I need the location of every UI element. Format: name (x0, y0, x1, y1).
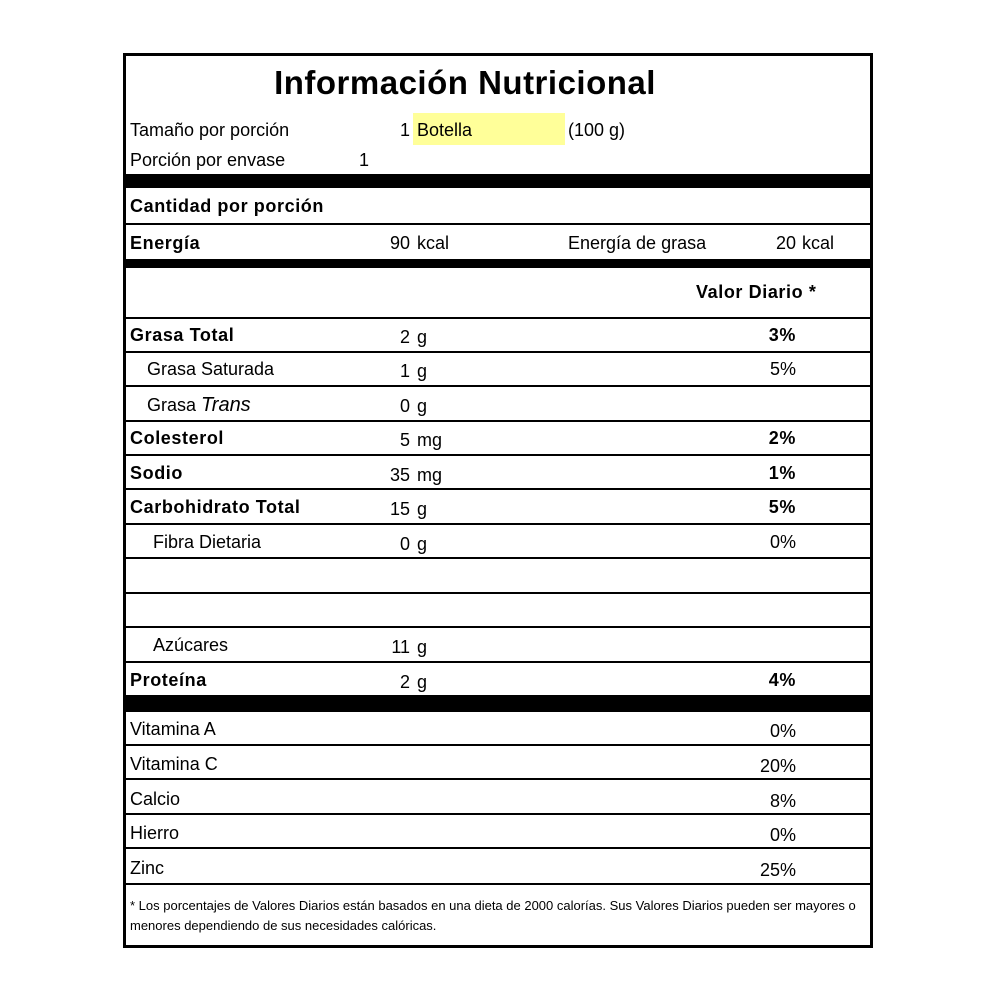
divider (126, 317, 870, 319)
nutrient-value: 0 (399, 396, 410, 416)
nutrient-unit: g (417, 637, 428, 657)
nutrient-label-total-carbohydrate: Carbohidrato Total (130, 497, 301, 517)
energy-from-fat-label: Energía de grasa (568, 233, 707, 253)
nutrient-unit: g (417, 396, 428, 416)
energy-unit: kcal (417, 233, 450, 253)
serving-size-label: Tamaño por porción (130, 120, 290, 140)
label-title: Información Nutricional (274, 64, 656, 101)
divider (126, 557, 870, 559)
nutrient-unit: g (417, 361, 428, 381)
nutrient-unit: mg (417, 430, 443, 450)
vitamin-daily-value: 8% (769, 791, 796, 811)
nutrient-value: 15 (389, 499, 410, 519)
vitamin-daily-value: 0% (769, 825, 796, 845)
nutrient-unit: g (417, 534, 428, 554)
nutrient-label-total-fat: Grasa Total (130, 325, 235, 345)
nutrient-value: 11 (391, 637, 410, 657)
nutrient-label-trans-fat: Grasa Trans (147, 394, 251, 416)
divider (126, 454, 870, 456)
energy-from-fat-unit: kcal (802, 233, 835, 253)
divider (126, 883, 870, 885)
daily-value-header: Valor Diario * (696, 282, 817, 302)
vitamin-daily-value: 25% (759, 860, 796, 880)
energy-label: Energía (130, 233, 201, 253)
nutrient-daily-value: 5% (769, 359, 796, 379)
nutrient-unit: mg (417, 465, 443, 485)
nutrient-daily-value: 0% (769, 532, 796, 552)
vitamin-daily-value: 20% (759, 756, 796, 776)
nutrient-value: 2 (399, 327, 410, 347)
nutrient-value: 2 (399, 672, 410, 692)
nutrient-daily-value: 1% (768, 463, 796, 483)
divider-thick (126, 174, 870, 188)
energy-value: 90 (389, 233, 410, 253)
vitamin-label: Calcio (130, 789, 181, 809)
serving-size-qty: 1 (399, 120, 410, 140)
nutrient-value: 0 (399, 534, 410, 554)
nutrient-label-sugars: Azúcares (153, 635, 229, 655)
energy-from-fat-value: 20 (775, 233, 796, 253)
amount-per-serving-header: Cantidad por porción (130, 196, 324, 216)
divider (126, 661, 870, 663)
vitamin-label: Vitamina C (130, 754, 218, 774)
divider-thick (126, 259, 870, 268)
serving-size-grams: (100 g) (568, 120, 626, 140)
servings-per-container-value: 1 (359, 150, 370, 170)
nutrient-daily-value: 5% (768, 497, 796, 517)
servings-per-container-label: Porción por envase (130, 150, 286, 170)
divider (126, 626, 870, 628)
nutrient-value: 5 (399, 430, 410, 450)
nutrient-label-sodium: Sodio (130, 463, 183, 483)
vitamin-label: Zinc (130, 858, 165, 878)
vitamin-daily-value: 0% (769, 721, 796, 741)
divider (126, 223, 870, 225)
nutrient-value: 35 (389, 465, 410, 485)
divider (126, 488, 870, 490)
vitamin-label: Vitamina A (130, 719, 216, 739)
nutrient-label-saturated-fat: Grasa Saturada (147, 359, 275, 379)
divider (126, 420, 870, 422)
divider (126, 592, 870, 594)
nutrient-label-dietary-fiber: Fibra Dietaria (153, 532, 262, 552)
nutrition-facts-label (123, 53, 873, 948)
nutrient-unit: g (417, 327, 428, 347)
divider (126, 351, 870, 353)
divider (126, 847, 870, 849)
vitamin-label: Hierro (130, 823, 180, 843)
nutrient-label-protein: Proteína (130, 670, 207, 690)
nutrient-daily-value: 3% (768, 325, 796, 345)
footnote: * Los porcentajes de Valores Diarios están basados en una dieta de 2000 calorías. Sus Valores Diarios pueden ser mayores o menores dependiendo de sus necesidades calóricas. (130, 898, 856, 933)
divider (126, 385, 870, 387)
divider (126, 523, 870, 525)
divider (126, 778, 870, 780)
nutrient-daily-value: 2% (768, 428, 796, 448)
divider-thick (126, 695, 870, 712)
serving-size-unit: Botella (417, 120, 473, 140)
divider (126, 744, 870, 746)
nutrient-unit: g (417, 672, 428, 692)
nutrient-daily-value: 4% (768, 670, 796, 690)
nutrient-label-cholesterol: Colesterol (130, 428, 225, 448)
divider (126, 813, 870, 815)
nutrient-value: 1 (399, 361, 410, 381)
nutrient-unit: g (417, 499, 428, 519)
